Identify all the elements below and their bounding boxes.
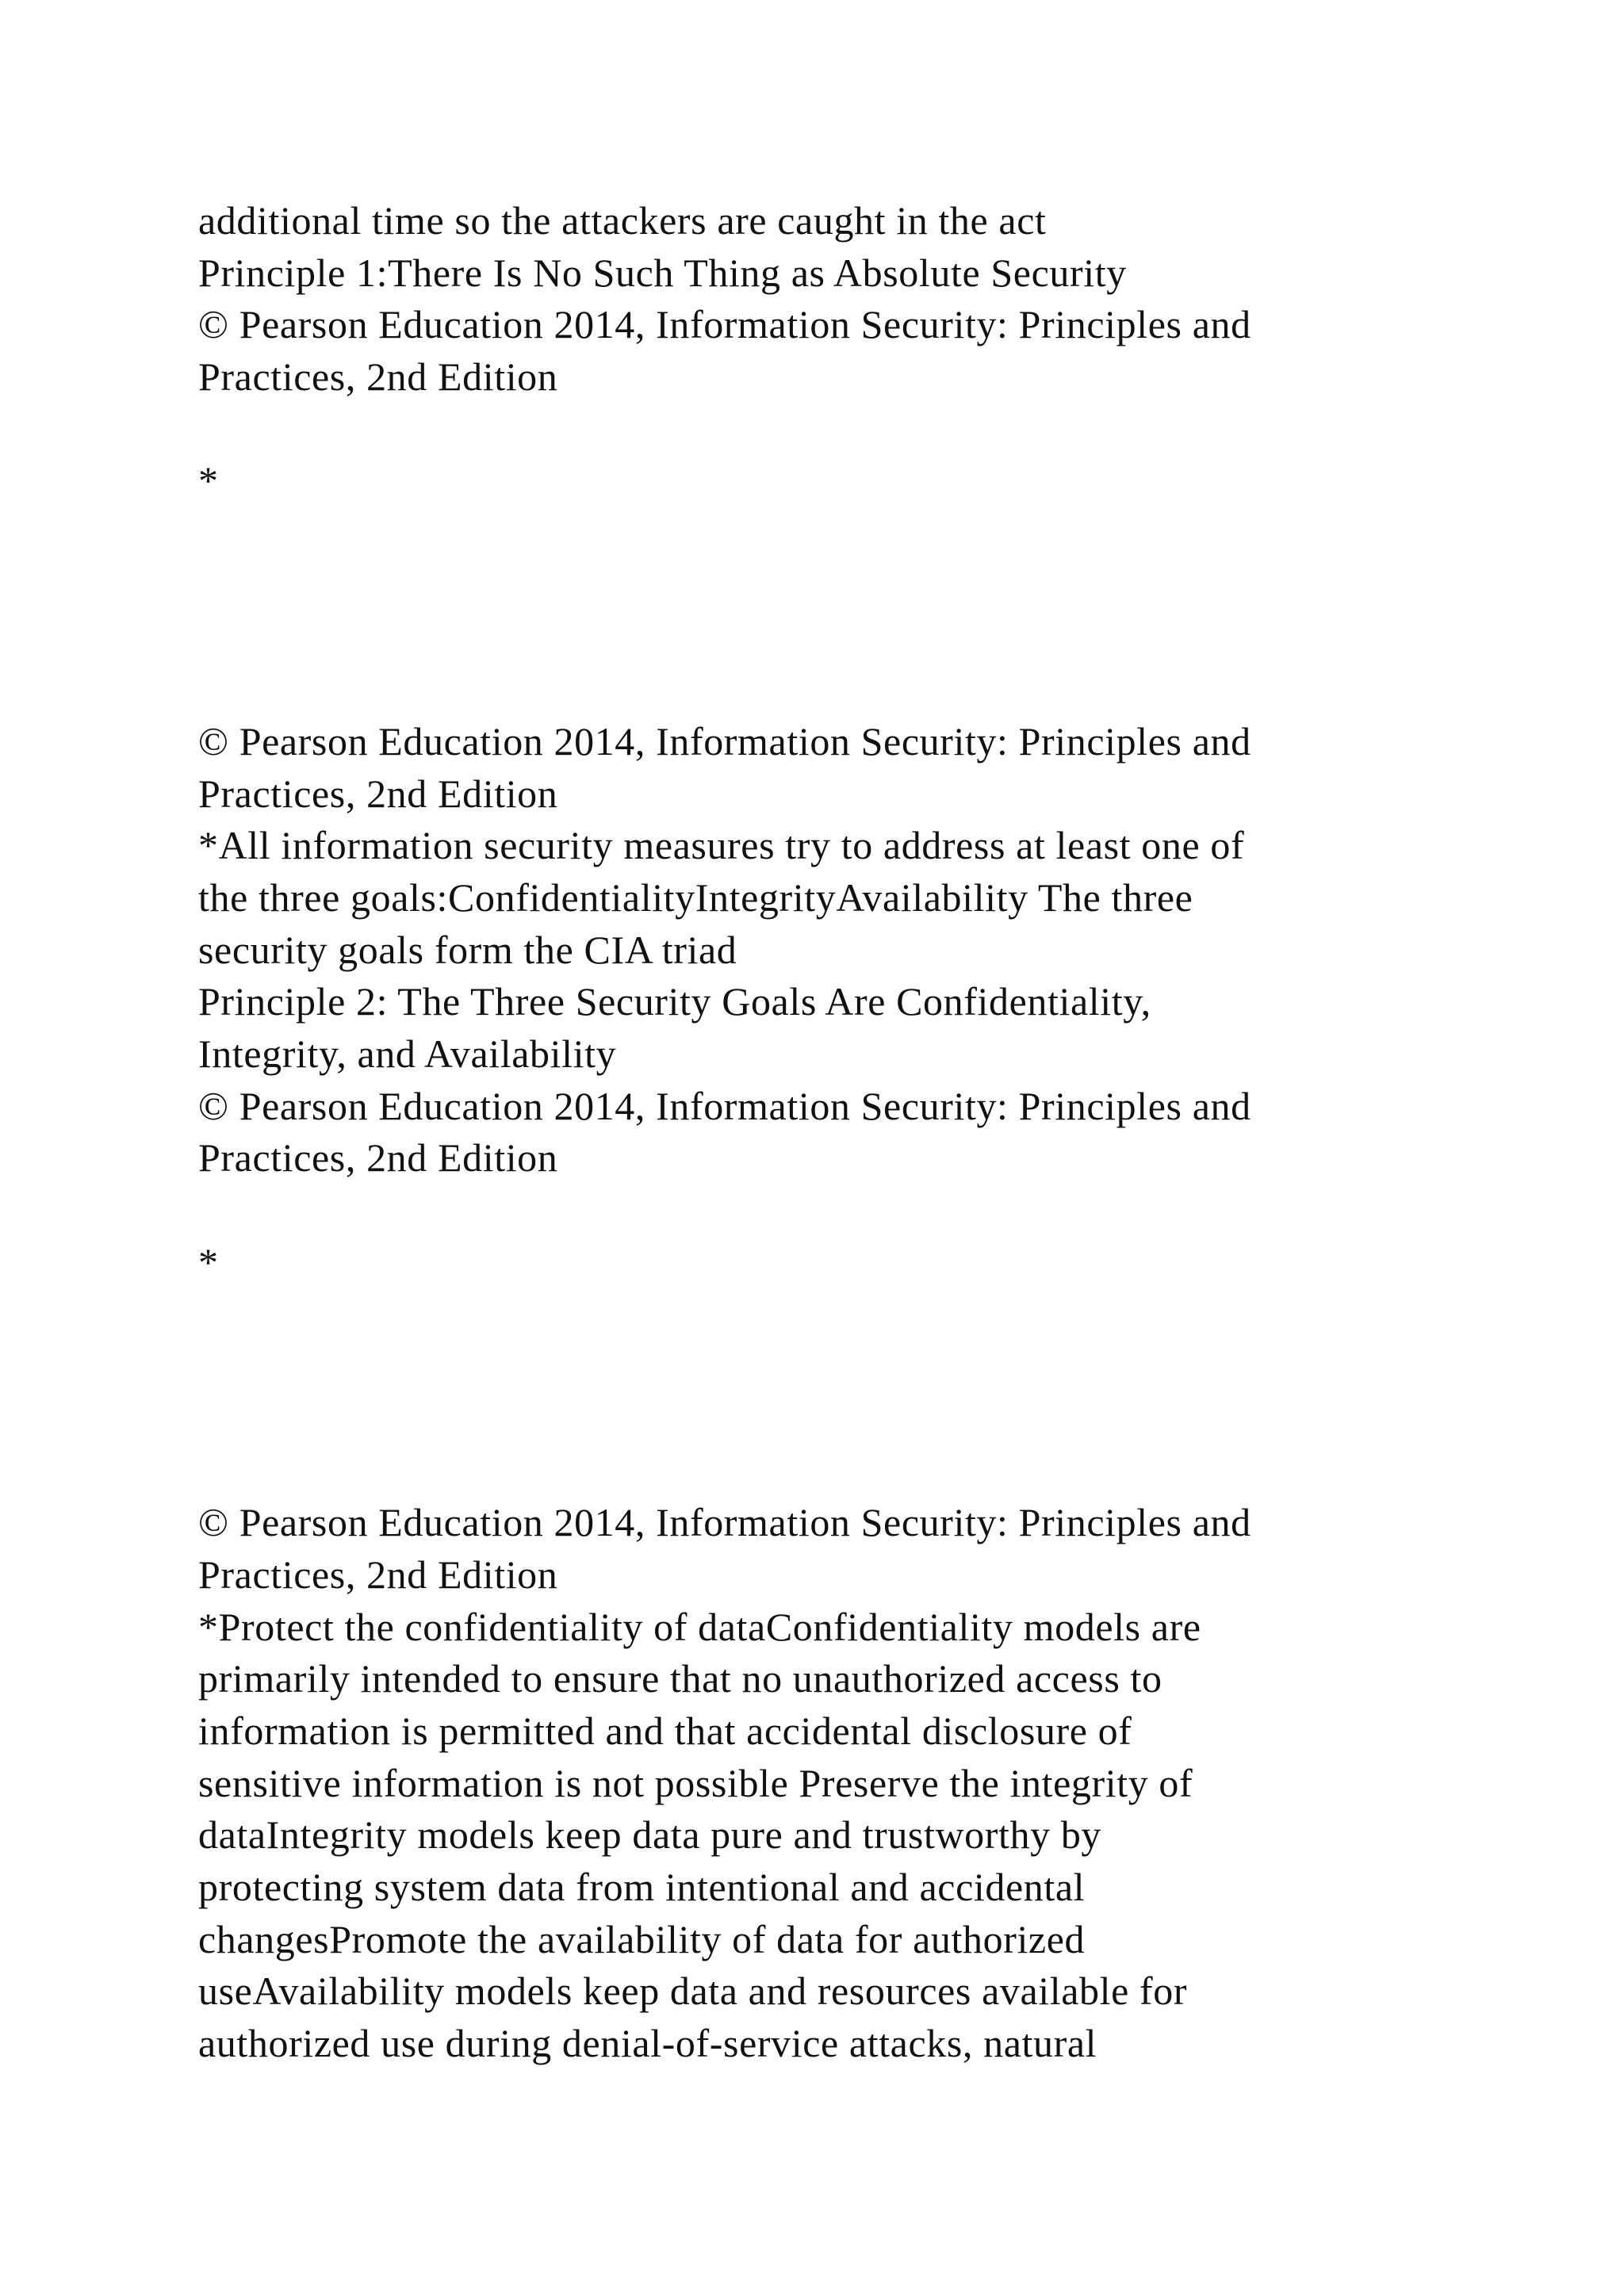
principle-2-heading: Integrity, and Availability [198,1031,617,1076]
blank-line [198,1445,1507,1498]
slide-marker: * [198,458,219,503]
text-line: the three goals:ConfidentialityIntegrityAvailability The three [198,874,1193,920]
copyright-line: Practices, 2nd Edition [198,354,558,400]
blank-line [198,1184,1507,1237]
slide-marker: * [198,1239,219,1284]
copyright-line: Practices, 2nd Edition [198,771,558,816]
text-line: primarily intended to ensure that no unauthorized access to [198,1656,1162,1701]
text-line: *Protect the confidentiality of dataConfidentiality models are [198,1604,1201,1649]
principle-1-heading: Principle 1:There Is No Such Thing as Absolute Security [198,250,1127,295]
text-line: dataIntegrity models keep data pure and trustworthy by [198,1812,1102,1858]
blank-line [198,404,1507,456]
text-line: information is permitted and that accidental disclosure of [198,1708,1132,1753]
copyright-line: © Pearson Education 2014, Information Security: Principles and [198,718,1251,763]
document-body [198,195,1507,2070]
blank-line [198,1393,1507,1445]
text-line: protecting system data from intentional and accidental [198,1865,1086,1909]
text-line: *All information security measures try to address at least one of [198,823,1245,868]
text-line: security goals form the CIA triad [198,927,737,972]
copyright-line: Practices, 2nd Edition [198,1135,558,1181]
text-line: changesPromote the availability of data for authorized [198,1916,1086,1961]
text-line: useAvailability models keep data and resources available for [198,1969,1188,2014]
text-line: additional time so the attackers are caught in the act [198,198,1047,243]
blank-line [198,1341,1507,1393]
blank-line [198,612,1507,664]
copyright-line: © Pearson Education 2014, Information Security: Principles and [198,1083,1251,1128]
copyright-line: Practices, 2nd Edition [198,1552,558,1597]
text-line: authorized use during denial-of-service attacks, natural [198,2021,1097,2066]
blank-line [198,507,1507,560]
copyright-line: © Pearson Education 2014, Information Security: Principles and [198,302,1251,347]
blank-line [198,560,1507,612]
principle-2-heading: Principle 2: The Three Security Goals Are Confidentiality, [198,979,1151,1024]
text-line: sensitive information is not possible Preserve the integrity of [198,1760,1193,1805]
blank-line [198,1288,1507,1341]
blank-line [198,664,1507,716]
copyright-line: © Pearson Education 2014, Information Security: Principles and [198,1500,1251,1545]
